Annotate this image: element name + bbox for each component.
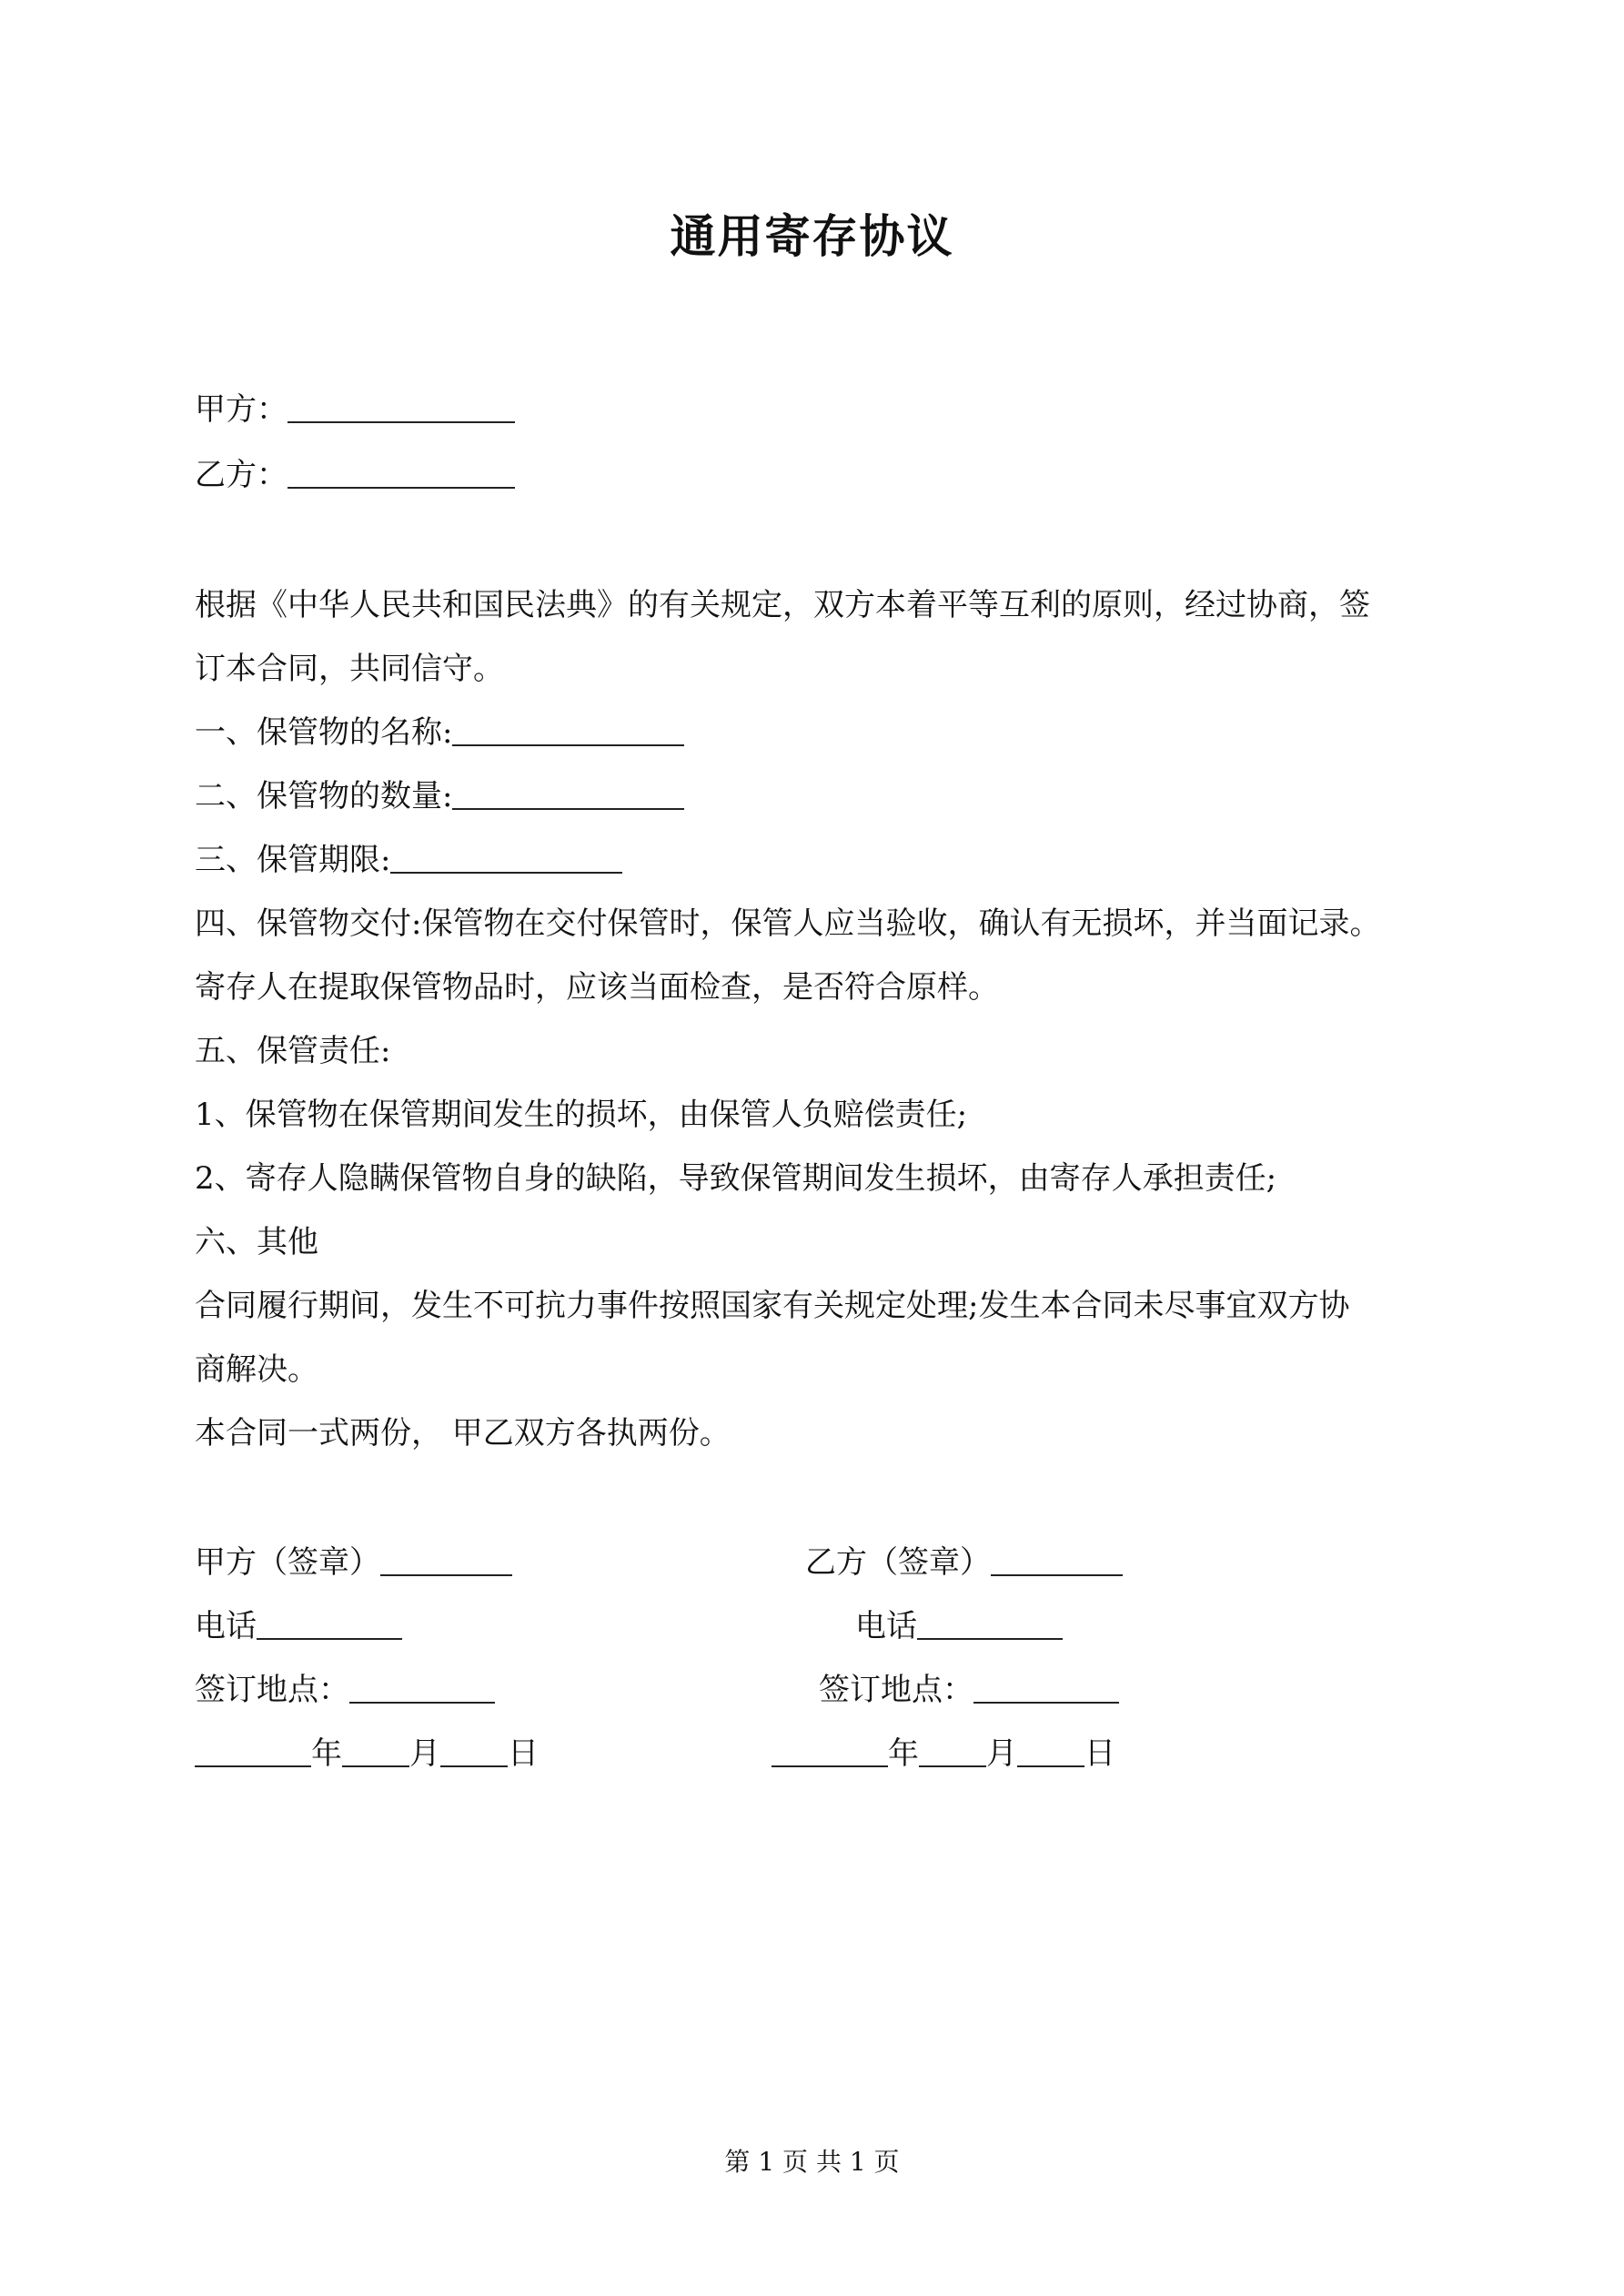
party-a-seal-label: 甲方（签章） [195, 1544, 380, 1581]
party-b-month-label: 月 [986, 1735, 1017, 1772]
clause-3-blank[interactable] [390, 841, 622, 874]
party-b-date-line [772, 1734, 1115, 1774]
clause-1-line [195, 713, 684, 753]
party-a-place-label: 签订地点： [195, 1672, 349, 1708]
intro-line-2: 订本合同，共同信守。 [195, 651, 504, 687]
clause-2-label: 二、保管物的数量: [195, 778, 453, 814]
party-b-day-label: 日 [1084, 1735, 1115, 1772]
clause-1-blank[interactable] [452, 713, 684, 746]
clause-3-line [195, 840, 622, 880]
party-b-phone-blank[interactable] [917, 1607, 1063, 1640]
party-b-place-blank[interactable] [973, 1671, 1119, 1704]
clause-4-line-2: 寄存人在提取保管物品时，应该当面检查，是否符合原样。 [195, 969, 999, 1006]
clause-5-item-2: 2、寄存人隐瞒保管物自身的缺陷，导致保管期间发生损坏，由寄存人承担责任; [195, 1160, 1277, 1197]
clause-5-heading: 五、保管责任: [195, 1033, 391, 1069]
party-a-seal-line [195, 1542, 512, 1583]
party-b-seal-label: 乙方（签章） [805, 1544, 991, 1581]
party-b-seal-blank[interactable] [991, 1543, 1123, 1576]
party-a-place-blank[interactable] [349, 1671, 495, 1704]
clause-2-blank[interactable] [452, 777, 684, 810]
party-a-phone-line [195, 1606, 402, 1646]
party-b-day-blank[interactable] [1017, 1735, 1084, 1767]
party-a-day-label: 日 [508, 1735, 539, 1772]
party-a-day-blank[interactable] [440, 1735, 508, 1767]
clause-6-line-1: 合同履行期间，发生不可抗力事件按照国家有关规定处理;发生本合同未尽事宜双方协 [195, 1288, 1350, 1324]
party-a-line [195, 389, 515, 430]
party-a-month-blank[interactable] [342, 1735, 409, 1767]
clause-3-label: 三、保管期限: [195, 842, 391, 878]
clause-4-line-1: 四、保管物交付:保管物在交付保管时，保管人应当验收，确认有无损坏，并当面记录。 [195, 905, 1381, 942]
intro-line-1: 根据《中华人民共和国民法典》的有关规定，双方本着平等互利的原则，经过协商，签 [195, 587, 1370, 623]
party-a-phone-label: 电话 [195, 1608, 257, 1644]
party-a-label: 甲方： [195, 391, 287, 428]
party-b-place-label: 签订地点： [819, 1672, 973, 1708]
party-b-blank[interactable] [287, 456, 515, 489]
party-a-place-line [195, 1670, 495, 1710]
party-a-date-line [195, 1734, 539, 1774]
party-b-year-blank[interactable] [772, 1735, 888, 1767]
party-b-month-blank[interactable] [919, 1735, 986, 1767]
party-a-month-label: 月 [409, 1735, 440, 1772]
party-a-phone-blank[interactable] [257, 1607, 402, 1640]
clause-2-line [195, 776, 684, 816]
document-title: 通用寄存协议 [670, 209, 954, 263]
clause-1-label: 一、保管物的名称: [195, 714, 453, 751]
party-b-seal-line [805, 1542, 1123, 1583]
party-a-seal-blank[interactable] [380, 1543, 512, 1576]
party-b-phone-label: 电话 [855, 1608, 917, 1644]
copies-line: 本合同一式两份， 甲乙双方各执两份。 [195, 1415, 731, 1451]
party-a-year-label: 年 [311, 1735, 342, 1772]
clause-6-heading: 六、其他 [195, 1224, 318, 1260]
party-b-year-label: 年 [888, 1735, 919, 1772]
clause-6-line-2: 商解决。 [195, 1351, 318, 1388]
party-a-year-blank[interactable] [195, 1735, 311, 1767]
party-b-place-line [819, 1670, 1119, 1710]
clause-5-item-1: 1、保管物在保管期间发生的损坏，由保管人负赔偿责任; [195, 1097, 968, 1133]
page-indicator: 第 1 页 共 1 页 [724, 2147, 900, 2177]
party-b-phone-line [855, 1606, 1063, 1646]
party-b-line [195, 455, 515, 495]
party-a-blank[interactable] [287, 390, 515, 423]
party-b-label: 乙方： [195, 457, 287, 493]
